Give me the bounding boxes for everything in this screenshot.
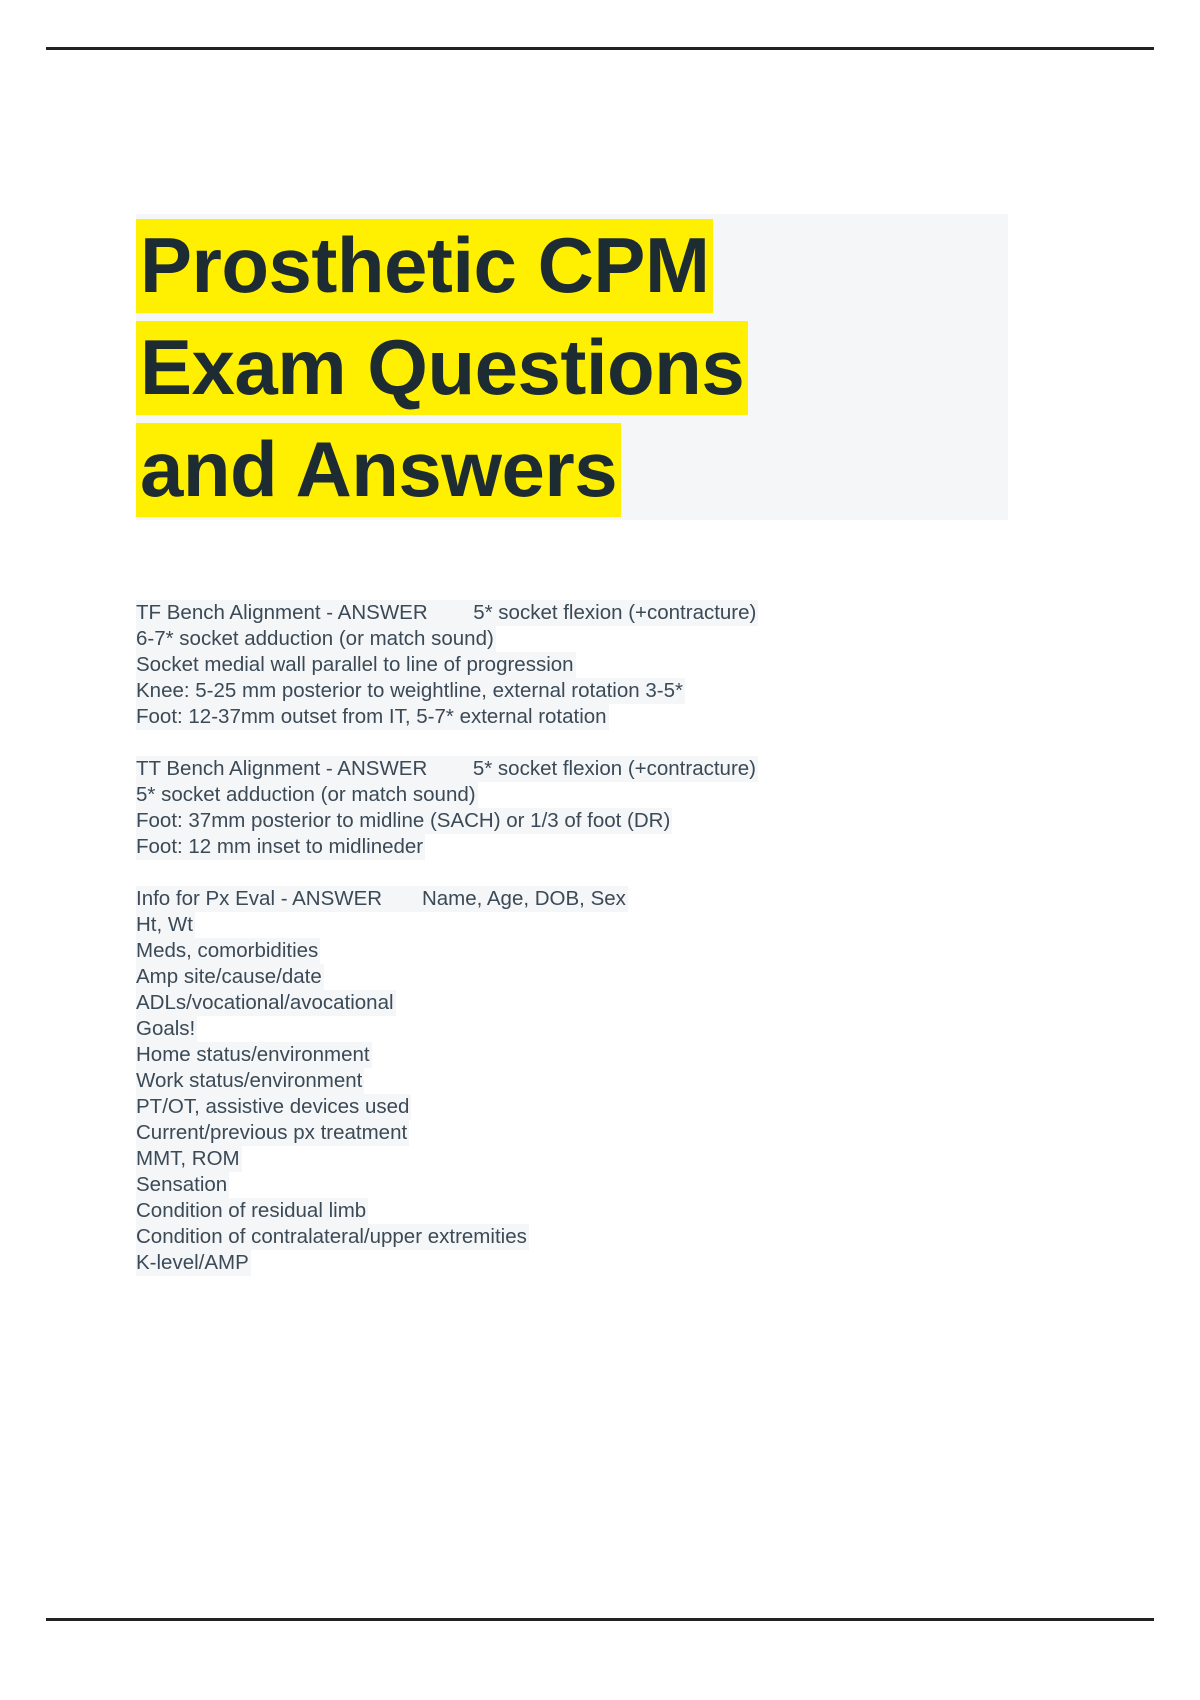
page-title-line-2 [136,316,1008,418]
qa-line: K-level/AMP [136,1251,249,1274]
qa-line: MMT, ROM [136,1147,240,1170]
qa-group-tt-bench-alignment [136,756,1016,860]
page-title-line-2-text: Exam Questions [136,321,748,415]
qa-line: Work status/environment [136,1069,363,1092]
page-title-line-1-text: Prosthetic CPM [136,219,713,313]
page-title-line-1 [136,214,1008,316]
qa-content [136,600,1016,1302]
qa-line: Condition of contralateral/upper extremities [136,1225,527,1248]
qa-line: Home status/environment [136,1043,370,1066]
qa-line: Ht, Wt [136,913,193,936]
qa-line: PT/OT, assistive devices used [136,1095,410,1118]
qa-line: Socket medial wall parallel to line of progression [136,653,574,676]
qa-line: TF Bench Alignment - ANSWER 5* socket flexion (+contracture) [136,601,757,624]
qa-line: Knee: 5-25 mm posterior to weightline, external rotation 3-5* [136,679,683,702]
footer-divider [46,1618,1154,1621]
page-title [136,214,1008,520]
qa-line: Meds, comorbidities [136,939,319,962]
qa-group-tf-bench-alignment [136,600,1016,730]
header-divider [46,47,1154,50]
qa-line: Goals! [136,1017,196,1040]
qa-line: Condition of residual limb [136,1199,367,1222]
qa-line: Foot: 37mm posterior to midline (SACH) or 1/3 of foot (DR) [136,809,671,832]
qa-line: TT Bench Alignment - ANSWER 5* socket flexion (+contracture) [136,757,756,780]
page-title-line-3 [136,418,1008,520]
qa-line: Foot: 12 mm inset to midlineder [136,835,424,858]
page-title-line-3-text: and Answers [136,423,621,517]
qa-line: ADLs/vocational/avocational [136,991,394,1014]
qa-line: Sensation [136,1173,228,1196]
qa-line: Current/previous px treatment [136,1121,408,1144]
qa-line: Amp site/cause/date [136,965,322,988]
qa-line: 5* socket adduction (or match sound) [136,783,476,806]
qa-line: 6-7* socket adduction (or match sound) [136,627,494,650]
qa-group-info-for-px-eval [136,886,1016,1276]
qa-line: Foot: 12-37mm outset from IT, 5-7* external rotation [136,705,607,728]
qa-line: Info for Px Eval - ANSWER Name, Age, DOB, Sex [136,887,626,910]
